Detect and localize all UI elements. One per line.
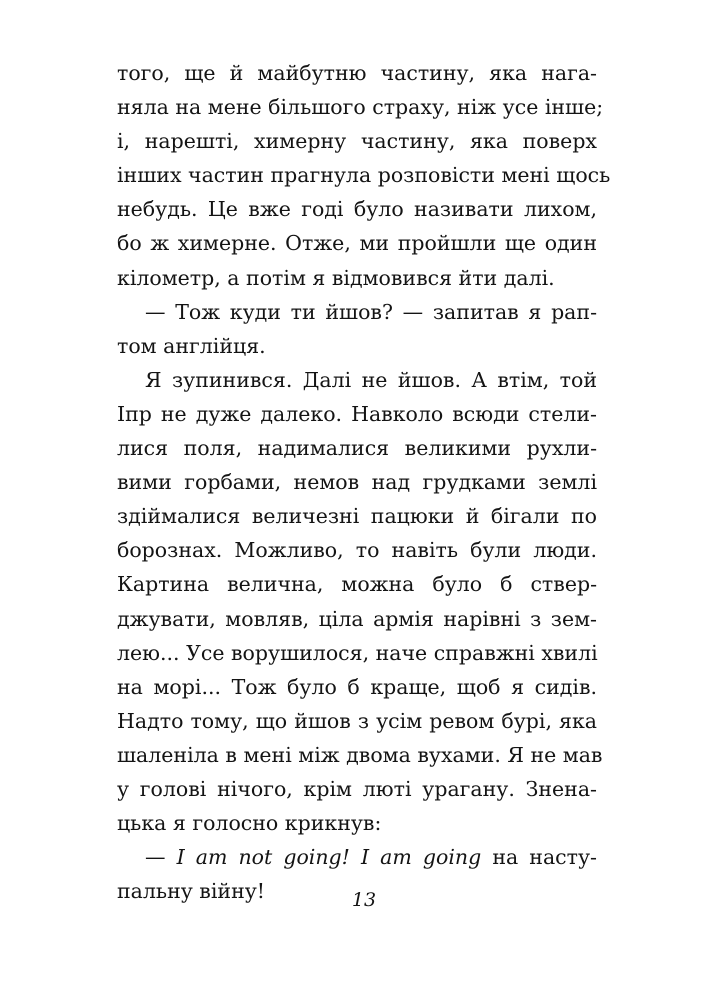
- english-phrase: I am not going! I am going: [176, 845, 482, 870]
- text-line: Картина велична, можна було б ствер-: [117, 572, 597, 597]
- text-line: шаленіла в мені між двома вухами. Я не мав: [117, 742, 603, 767]
- page-number: 13: [351, 889, 377, 911]
- text-line: того, ще й майбутню частину, яка нага-: [117, 61, 597, 85]
- text-line: борознах. Можливо, то навіть були люди.: [117, 538, 597, 563]
- text-line-dialogue: [117, 840, 597, 874]
- text-line: джувати, мовляв, ціла армія нарівні з зем-: [117, 606, 597, 631]
- text-line: Я зупинився. Далі не йшов. А втім, той: [145, 367, 597, 392]
- text-line: бо ж химерне. Отже, ми пройшли ще один: [117, 231, 597, 256]
- text-line: Іпр не дуже далеко. Навколо всюди стели-: [117, 401, 597, 426]
- text-line: лею... Усе ворушилося, наче справжні хвилі: [117, 640, 598, 665]
- text-line: няла на мене більшого страху, ніж усе інше;: [117, 95, 604, 120]
- text-line: Надто тому, що йшов з усім ревом бурі, яка: [117, 708, 597, 733]
- text-line: вими горбами, немов над грудками землі: [117, 470, 597, 495]
- text-line: — Тож куди ти йшов? — запитав я рап-: [145, 299, 597, 324]
- text-line: кілометр, а потім я відмовився йти далі.: [117, 265, 555, 290]
- body-text: [117, 56, 611, 908]
- text-line: здіймалися величезні пацюки й бігали по: [117, 504, 597, 529]
- text-line: у голові нічого, крім люті урагану. Знена-: [117, 776, 597, 801]
- text-line: і, нарешті, химерну частину, яка поверх: [117, 129, 597, 154]
- text-line: цька я голосно крикнув:: [117, 811, 382, 836]
- text-line: лися поля, надималися великими рухли-: [117, 436, 597, 461]
- dialogue-rest: на насту-: [481, 845, 597, 870]
- text-line: на морі... Тож було б краще, щоб я сидів.: [117, 674, 597, 699]
- text-line: том англійця.: [117, 333, 266, 358]
- text-line: пальну війну!: [117, 879, 266, 904]
- text-line: небудь. Це вже годі було називати лихом,: [117, 197, 597, 222]
- dialogue-dash: —: [145, 845, 177, 870]
- text-line: інших частин прагнула розповісти мені щось: [117, 163, 611, 188]
